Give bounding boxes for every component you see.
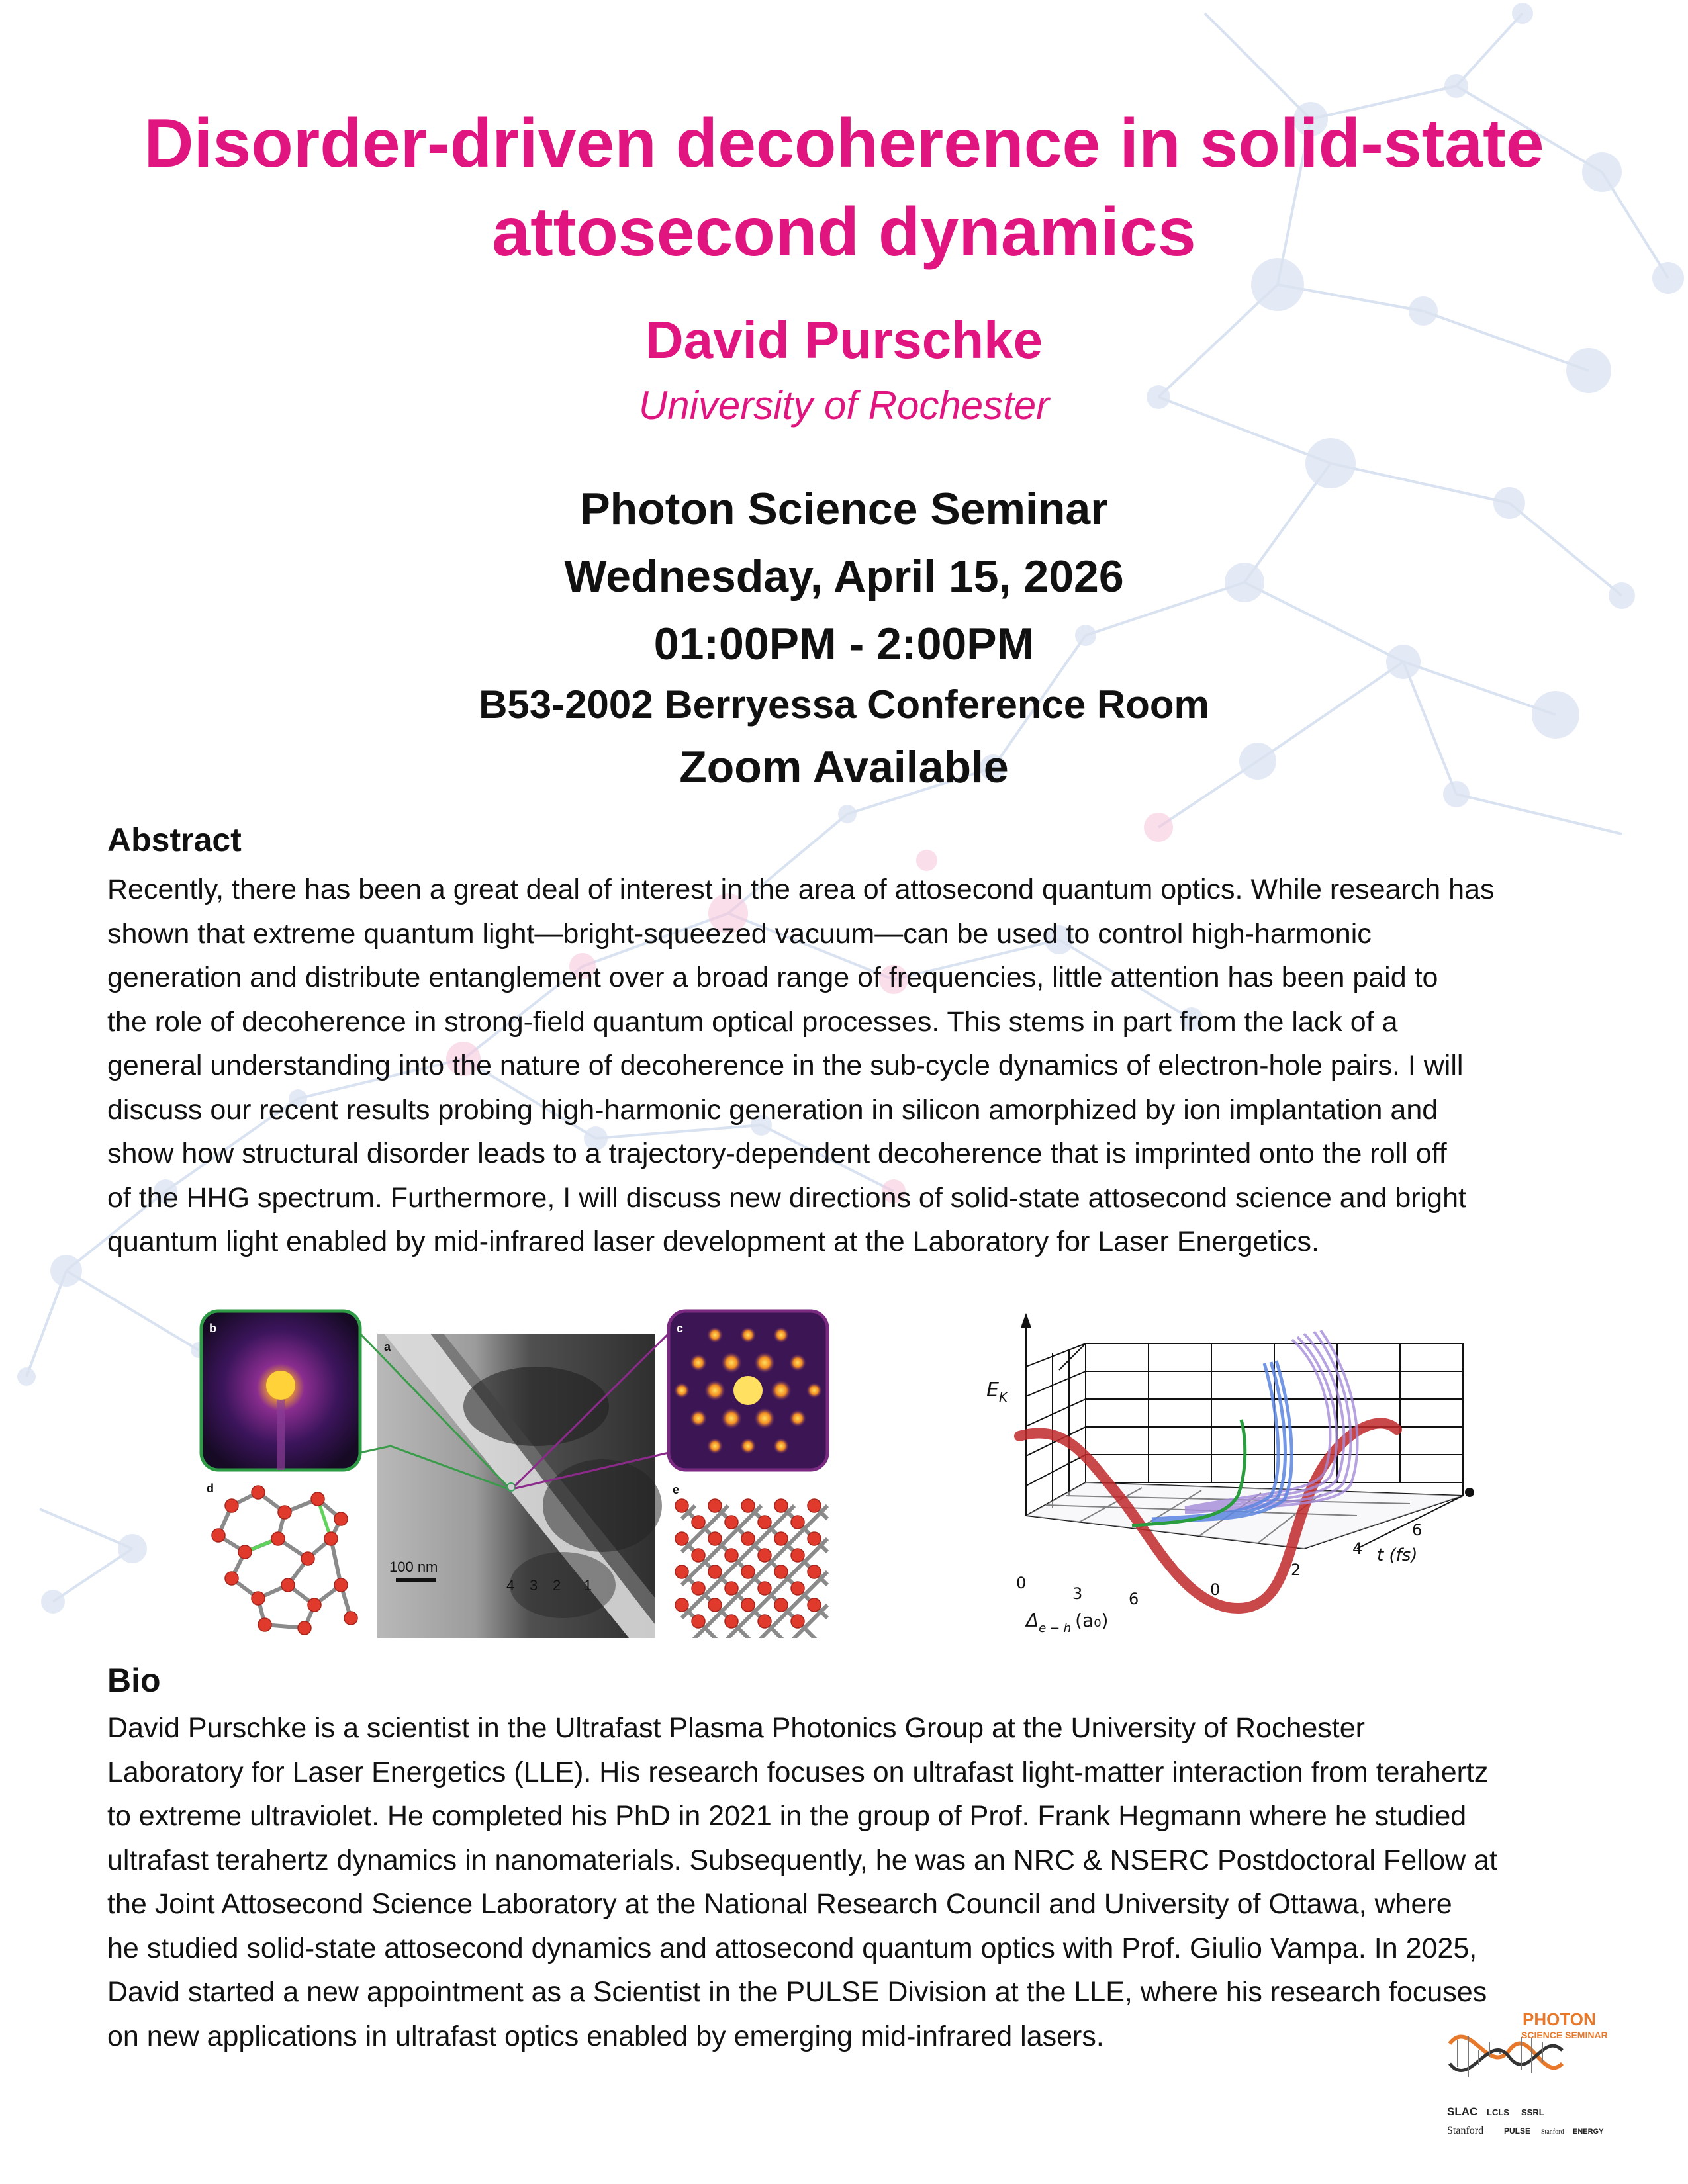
abstract-heading: Abstract <box>107 821 242 858</box>
region-label-1: 1 <box>584 1577 592 1594</box>
amorphous-diffraction-panel <box>201 1311 360 1473</box>
x-tick-0: 0 <box>1016 1574 1027 1592</box>
abstract-text <box>107 868 1623 1264</box>
t-tick-0: 0 <box>1210 1580 1221 1599</box>
amorphous-lattice-panel <box>207 1482 357 1635</box>
abstract-line: discuss our recent results probing high-harmonic generation in silicon amorphized by ion implantation and <box>107 1093 1438 1126</box>
partner-energy: ENERGY <box>1573 2128 1604 2136</box>
abstract-line: the role of decoherence in strong-field quantum optical processes. This stems in part from the lack of a <box>107 1005 1398 1038</box>
panel-label-a: a <box>384 1340 391 1353</box>
abstract-line: show how structural disorder leads to a trajectory-dependent decoherence that is imprinted onto the roll off <box>107 1138 1447 1169</box>
abstract-line: generation and distribute entanglement over a broad range of frequencies, little attention has been paid to <box>107 962 1438 993</box>
t-axis-label: t (fs) <box>1377 1545 1418 1565</box>
logo-word-photon: PHOTON <box>1523 2009 1596 2029</box>
x-tick-6: 6 <box>1129 1590 1139 1608</box>
partner-slac: SLAC <box>1447 2105 1478 2118</box>
bio-line: on new applications in ultrafast optics enabled by emerging mid-infrared lasers. <box>107 2020 1104 2052</box>
bio-line: ultrafast terahertz dynamics in nanomaterials. Subsequently, he was an NRC & NSERC Postdoctoral Fellow at <box>107 1844 1497 1876</box>
partner-lcls: LCLS <box>1487 2107 1509 2117</box>
talk-title <box>79 99 1609 277</box>
panel-label-d: d <box>207 1482 214 1495</box>
trajectory-3d-figure <box>986 1297 1489 1641</box>
abstract-line: quantum light enabled by mid-infrared laser development at the Laboratory for Laser Energetics. <box>107 1226 1319 1257</box>
partner-stanford: Stanford <box>1447 2125 1484 2136</box>
bio-line: to extreme ultraviolet. He completed his PhD in 2021 in the group of Prof. Frank Hegmann where he studied <box>107 1800 1467 1832</box>
seminar-location: B53-2002 Berryessa Conference Room <box>479 682 1209 727</box>
scale-bar <box>396 1578 436 1582</box>
silicon-structure-figure <box>192 1307 834 1638</box>
crystalline-lattice-panel <box>673 1483 827 1638</box>
photon-science-seminar-logo <box>1443 2004 1609 2150</box>
seminar-series: Photon Science Seminar <box>580 484 1108 534</box>
talk-title-line-2: attosecond dynamics <box>492 194 1196 271</box>
t-tick-6: 6 <box>1412 1521 1423 1539</box>
seminar-time: 01:00PM - 2:00PM <box>653 619 1035 669</box>
t-tick-2: 2 <box>1291 1561 1301 1579</box>
region-label-4: 4 <box>506 1577 515 1594</box>
partner-ssrl: SSRL <box>1521 2107 1544 2117</box>
abstract-line: Recently, there has been a great deal of interest in the area of attosecond quantum optics. While research has <box>107 874 1495 905</box>
bio-line: David started a new appointment as a Scientist in the PULSE Division at the LLE, where his research focuses <box>107 1976 1487 2008</box>
bio-heading: Bio <box>107 1662 161 1699</box>
talk-title-line-1: Disorder-driven decoherence in solid-state <box>144 105 1544 182</box>
seminar-date: Wednesday, April 15, 2026 <box>564 551 1124 602</box>
logo-word-science-seminar: SCIENCE SEMINAR <box>1521 2030 1608 2040</box>
speaker-affiliation: University of Rochester <box>638 383 1050 428</box>
bio-line: David Purschke is a scientist in the Ultrafast Plasma Photonics Group at the University of Rochester <box>107 1712 1365 1744</box>
abstract-line: general understanding into the nature of decoherence in the sub-cycle dynamics of electron-hole pairs. I will <box>107 1050 1464 1081</box>
zoom-availability: Zoom Available <box>679 742 1009 792</box>
partner-pulse: PULSE <box>1504 2126 1531 2136</box>
tem-image-panel <box>377 1334 662 1638</box>
abstract-line: shown that extreme quantum light—bright-squeezed vacuum—can be used to control high-harmonic <box>107 917 1372 950</box>
scale-bar-label: 100 nm <box>389 1559 438 1575</box>
bio-line: he studied solid-state attosecond dynamics and attosecond quantum optics with Prof. Giulio Vampa. In 2025, <box>107 1932 1477 1964</box>
abstract-line: of the HHG spectrum. Furthermore, I will discuss new directions of solid-state attosecond science and bright <box>107 1181 1466 1214</box>
t-tick-4: 4 <box>1352 1539 1363 1558</box>
x-tick-3: 3 <box>1072 1584 1083 1603</box>
bio-line: the Joint Attosecond Science Laboratory at the National Research Council and University of Ottawa, where <box>107 1888 1452 1920</box>
y-axis-label: $E_K$ <box>986 1379 1008 1405</box>
partner-stanford-small: Stanford <box>1541 2128 1564 2136</box>
panel-label-b: b <box>209 1322 216 1335</box>
bio-line: Laboratory for Laser Energetics (LLE). His research focuses on ultrafast light-matter interaction from terahertz <box>107 1756 1489 1788</box>
bio-text <box>107 1706 1623 2058</box>
region-label-3: 3 <box>530 1577 538 1594</box>
crystalline-diffraction-panel <box>669 1311 827 1470</box>
region-label-2: 2 <box>553 1577 561 1594</box>
speaker-name: David Purschke <box>645 310 1043 369</box>
panel-label-c: c <box>677 1322 684 1335</box>
x-axis-label: $\Delta_{e - h}$ (a₀) <box>1026 1610 1109 1635</box>
dna-helix-icon <box>1450 2036 1562 2077</box>
panel-label-e: e <box>673 1483 680 1496</box>
